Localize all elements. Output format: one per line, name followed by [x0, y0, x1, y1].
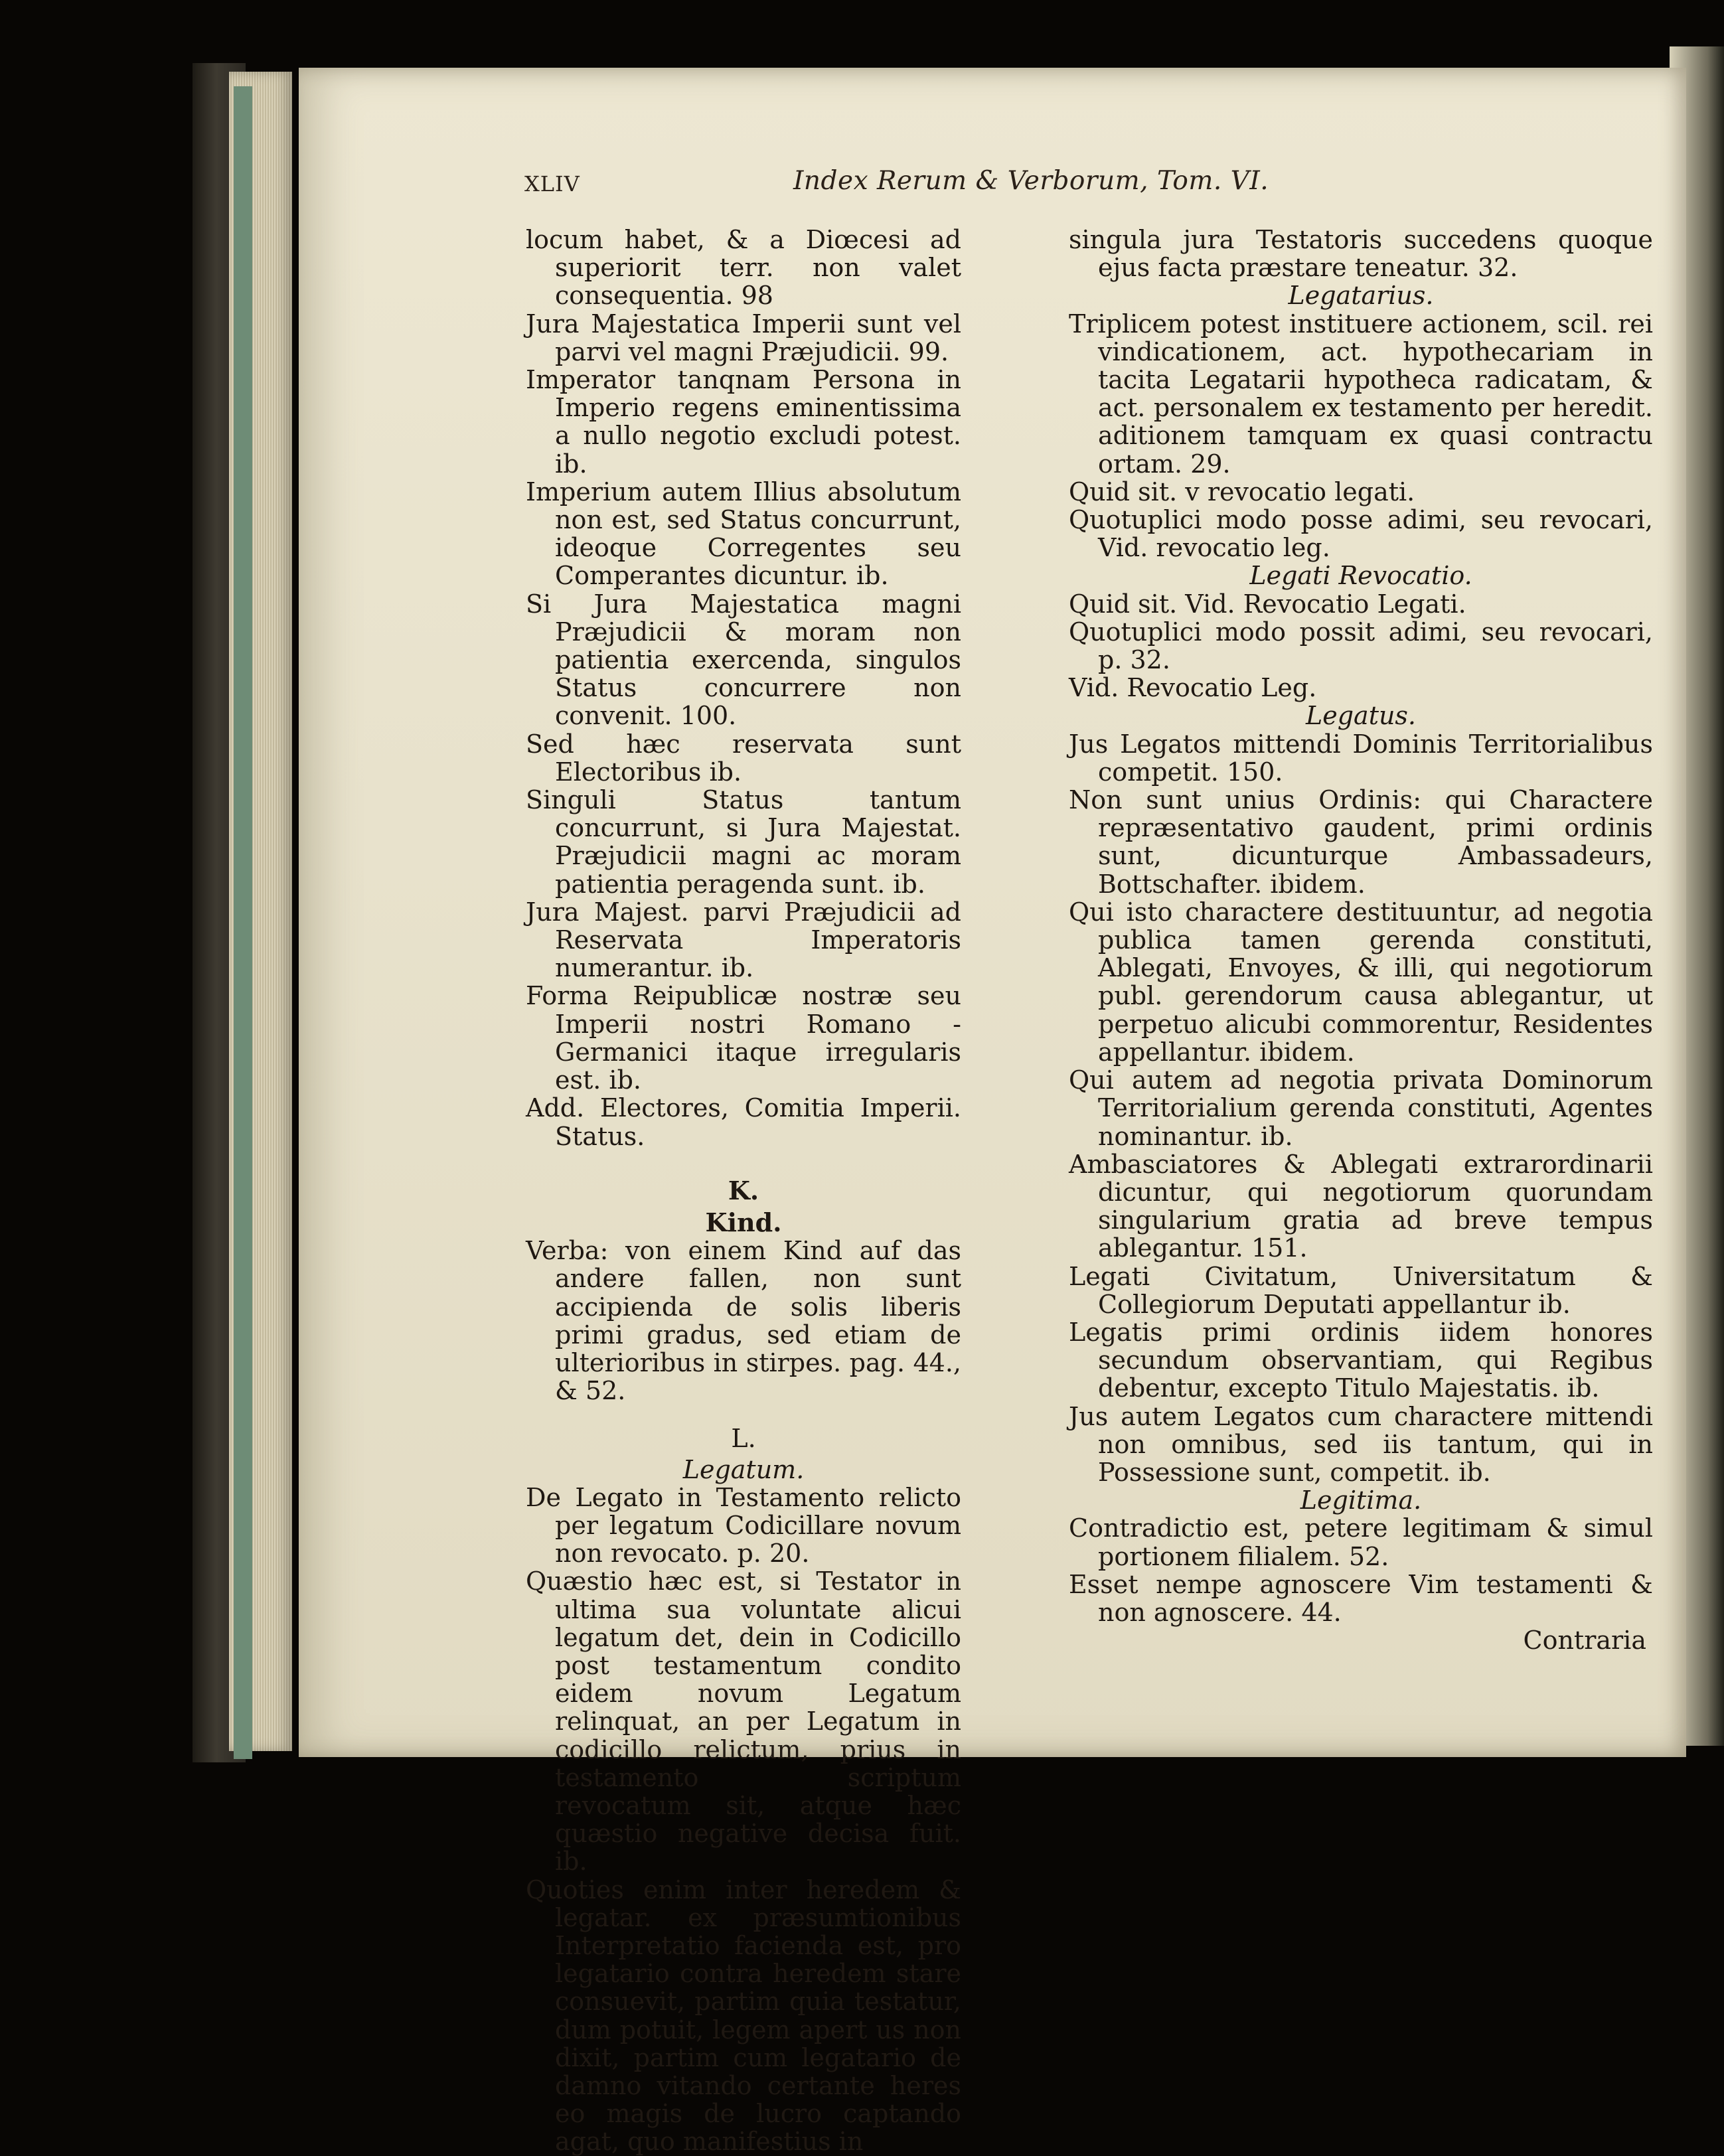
index-entry: Si Jura Majestatica magni Præjudicii & moram non patientia exercenda, singulos Status concurrere non convenit. 100. [526, 589, 961, 731]
index-entry: De Legato in Testamento relicto per legatum Codicillare novum non revocato. p. 20. [526, 1482, 961, 1569]
index-entry: Imperator tanqnam Persona in Imperio regens eminentissima a nullo negotio excludi potest. ib. [526, 365, 961, 479]
index-entry: Qui autem ad negotia privata Dominorum Territorialium gerenda constituti, Agentes nominantur. ib. [1069, 1065, 1653, 1151]
running-title: Index Rerum & Verborum, Tom. VI. [793, 166, 1269, 196]
index-entry: Esset nempe agnoscere Vim testamenti & non agnoscere. 44. [1069, 1569, 1653, 1627]
index-entry: Triplicem potest instituere actionem, scil. rei vindicationem, act. hypothecariam in tacita Legatarii hypotheca radicatam, & act. personalem ex testamento per heredit. aditionem tamquam ex quasi contractu ortam. 29. [1069, 309, 1653, 479]
index-entry: Qui isto charactere destituuntur, ad negotia publica tamen gerenda constituti, Ablegati, Envoyes, & illi, qui negotiorum publ. gerendorum causa ablegantur, ut perpetuo alicubi commorentur, Residentes appellantur. ibidem. [1069, 897, 1653, 1067]
green-page-edge [234, 86, 252, 1759]
index-entry: locum habet, & a Diœcesi ad superiorit terr. non valet consequentia. 98 [526, 225, 961, 311]
running-header [299, 166, 1686, 206]
index-entry: Imperium autem Illius absolutum non est, sed Status concurrunt, ideoque Corregentes seu Comperantes dicuntur. ib. [526, 477, 961, 591]
index-entry: Add. Electores, Comitia Imperii. Status. [526, 1093, 961, 1151]
index-entry: Non sunt unius Ordinis: qui Charactere repræsentativo gaudent, primi ordinis sunt, dicunturque Ambassadeurs, Bottschafter. ibidem. [1069, 785, 1653, 899]
index-entry: Quæstio hæc est, si Testator in ultima sua voluntate alicui legatum det, dein in Codicillo post testamentum condito eidem novum Legatum relinquat, an per Legatum in codicillo relictum, prius in testamento scriptum revocatum sit, atque hæc quæstio negative decisa fuit. ib. [526, 1567, 961, 1877]
index-entry: Quotuplici modo possit adimi, seu revocari, p. 32. [1069, 617, 1653, 675]
index-subheading: Legati Revocatio. [1249, 561, 1472, 591]
index-entry: Legatis primi ordinis iidem honores secundum observantiam, qui Regibus debentur, excepto Titulo Majestatis. ib. [1069, 1317, 1653, 1403]
letter-heading: L. [731, 1424, 756, 1454]
left-column [526, 226, 961, 2156]
index-entry: Contradictio est, petere legitimam & simul portionem filialem. 52. [1069, 1513, 1653, 1571]
page-folio: XLIV [524, 171, 580, 196]
index-entry: Quid sit. v revocatio legati. [1069, 477, 1415, 506]
index-subheading: Legitima. [1300, 1486, 1422, 1515]
index-entry: Legati Civitatum, Universitatum & Collegiorum Deputati appellantur ib. [1069, 1261, 1653, 1319]
index-entry: Sed hæc reservata sunt Electoribus ib. [526, 729, 961, 787]
index-entry: Vid. Revocatio Leg. [1069, 673, 1317, 703]
index-entry: Quotuplici modo posse adimi, seu revocari, Vid. revocatio leg. [1069, 505, 1653, 563]
index-subheading: Legatus. [1305, 701, 1417, 731]
index-entry: Forma Reipublicæ nostræ seu Imperii nostri Romano - Germanici itaque irregularis est. ib. [526, 981, 961, 1095]
book-page [299, 68, 1686, 2156]
right-column [1069, 226, 1653, 1654]
index-subheading: Legatarius. [1288, 281, 1434, 311]
catchword: Contraria [1523, 1626, 1646, 1656]
index-entry: Jus autem Legatos cum charactere mittendi non omnibus, sed iis tantum, qui in Possessione sunt, competit. ib. [1069, 1401, 1653, 1487]
index-entry: Quid sit. Vid. Revocatio Legati. [1069, 589, 1466, 619]
index-entry: Quoties enim inter heredem & legatar. ex præsumtionibus Interpretatio facienda est, pro legatario contra heredem stare consuevit, partim quia testatur, dum potuit, legem apert us non dixit, partim cum legatario de damno vitando certante heres eo magis de lucro captando agat, quo manifestius in [526, 1875, 961, 2156]
letter-heading: K. [728, 1175, 759, 1205]
index-entry: Verba: von einem Kind auf das andere fallen, non sunt accipienda de solis liberis primi gradus, sed etiam de ulterioribus in stirpes. pag. 44., & 52. [526, 1236, 961, 1406]
index-entry: Singuli Status tantum concurrunt, si Jura Majestat. Præjudicii magni ac moram patientia peragenda sunt. ib. [526, 785, 961, 899]
index-entry: singula jura Testatoris succedens quoque ejus facta præstare teneatur. 32. [1069, 225, 1653, 283]
index-entry: Ambasciatores & Ablegati extrarordinarii dicuntur, qui negotiorum quorundam singularium gratia ad breve tempus ablegantur. 151. [1069, 1149, 1653, 1263]
index-entry: Jura Majestatica Imperii sunt vel parvi vel magni Præjudicii. 99. [526, 309, 961, 366]
index-keyword: Kind. [705, 1207, 782, 1237]
index-entry: Jura Majest. parvi Præjudicii ad Reservata Imperatoris numerantur. ib. [526, 897, 961, 983]
index-subheading: Legatum. [682, 1454, 805, 1484]
index-entry: Jus Legatos mittendi Dominis Territorialibus competit. 150. [1069, 729, 1653, 787]
